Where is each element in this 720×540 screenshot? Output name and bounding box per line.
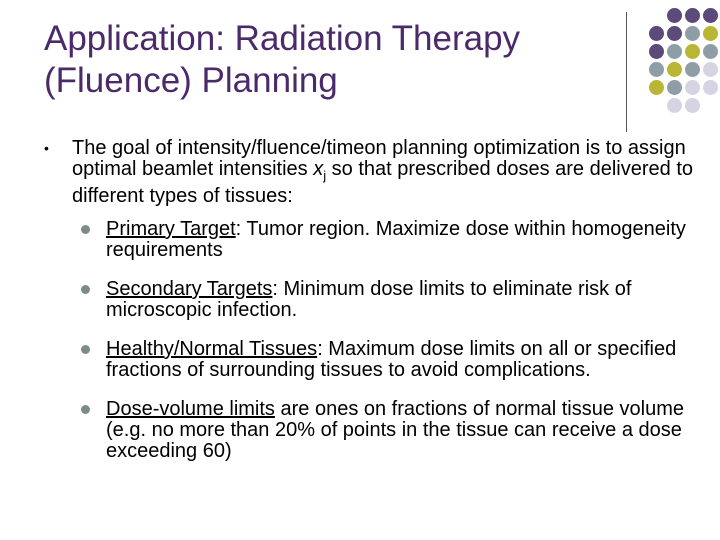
- variable-x: x: [313, 158, 324, 180]
- round-bullet-icon: [81, 405, 90, 414]
- slide-body: [44, 138, 694, 480]
- title-divider: [626, 12, 627, 132]
- variable-subscript: j: [323, 168, 327, 183]
- round-bullet-icon: [81, 285, 90, 294]
- dot-icon: [703, 80, 718, 95]
- list-item: [80, 279, 694, 321]
- dot-icon: [667, 62, 682, 77]
- dot-icon: [703, 8, 718, 23]
- round-bullet-icon: [81, 345, 90, 354]
- dot-icon: [649, 80, 664, 95]
- dot-icon: [703, 44, 718, 59]
- title-line-1: Application: Radiation Therapy: [44, 19, 521, 58]
- item-term: Primary Target: [106, 218, 236, 240]
- intro-paragraph: [44, 138, 694, 207]
- dot-icon: [685, 80, 700, 95]
- dot-icon: [703, 26, 718, 41]
- dot-icon: [685, 44, 700, 59]
- small-bullet-icon: •: [44, 140, 49, 156]
- title-line-2: (Fluence) Planning: [44, 61, 338, 100]
- item-text: are ones on fractions of normal tissue volume (e.g. no more than 20% of points in the tissue can receive a dose exceeding 60): [106, 398, 685, 462]
- dot-icon: [667, 8, 682, 23]
- list-item: [80, 339, 694, 381]
- intro-text-cont: so that prescribed doses are delivered to different types of tissues:: [72, 158, 693, 207]
- dot-icon: [649, 44, 664, 59]
- dot-icon: [649, 62, 664, 77]
- dot-icon: [667, 80, 682, 95]
- dot-icon: [667, 44, 682, 59]
- item-text: : Maximum dose limits on all or specified fractions of surrounding tissues to avoid complications.: [106, 338, 677, 381]
- list-item: [80, 219, 694, 261]
- decorative-dot-grid: [634, 6, 720, 126]
- dot-icon: [667, 26, 682, 41]
- dot-icon: [685, 98, 700, 113]
- list-item: [80, 399, 694, 462]
- item-text: : Minimum dose limits to eliminate risk of microscopic infection.: [106, 278, 632, 321]
- dot-icon: [685, 8, 700, 23]
- item-term: Dose-volume limits: [106, 398, 275, 420]
- dot-icon: [649, 26, 664, 41]
- item-text: : Tumor region. Maximize dose within homogeneity requirements: [106, 218, 686, 261]
- slide-title: [44, 18, 624, 102]
- tissue-type-list: [80, 219, 694, 462]
- dot-icon: [667, 98, 682, 113]
- intro-text: The goal of intensity/fluence/timeon planning optimization is to assign optimal beamlet intensities: [72, 137, 686, 180]
- round-bullet-icon: [81, 225, 90, 234]
- dot-icon: [685, 26, 700, 41]
- dot-icon: [685, 62, 700, 77]
- item-term: Healthy/Normal Tissues: [106, 338, 318, 360]
- dot-icon: [703, 62, 718, 77]
- item-term: Secondary Targets: [106, 278, 273, 300]
